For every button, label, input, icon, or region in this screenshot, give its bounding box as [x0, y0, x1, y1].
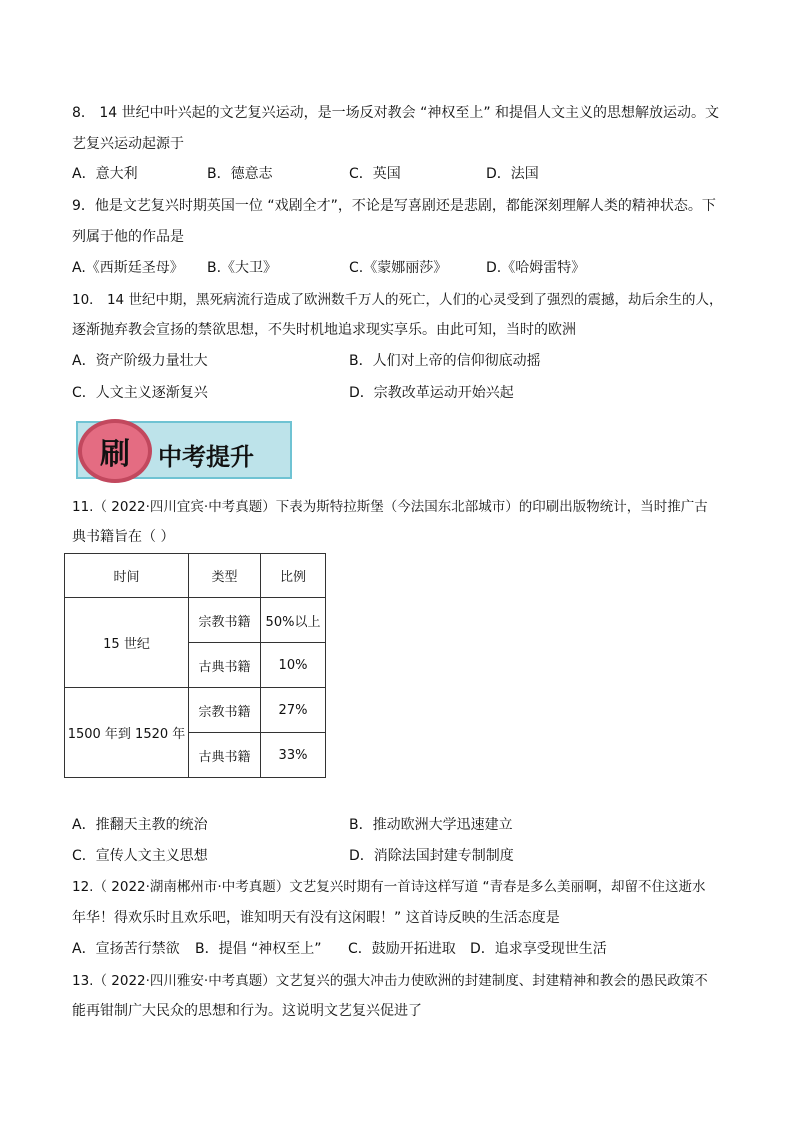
q8-option-a: A．意大利 — [72, 166, 138, 182]
table-header-cell: 比例 — [261, 554, 326, 598]
q13-stem-line1: 13.（ 2022·四川雅安·中考真题）文艺复兴的强大冲击力使欧洲的封建制度、封建精神和教会的愚民政策不 — [72, 973, 708, 989]
q9-stem-line1: 9．他是文艺复兴时期英国一位 “戏剧全才”，不论是写喜剧还是悲剧，都能深刻理解人类的精神状态。下 — [72, 198, 716, 214]
table-ratio-cell: 33% — [261, 733, 326, 778]
q8-stem-line1: 8． 14 世纪中叶兴起的文艺复兴运动，是一场反对教会 “神权至上” 和提倡人文主义的思想解放运动。文 — [72, 105, 720, 121]
print-statistics-table — [64, 553, 326, 778]
table-header-cell: 类型 — [189, 554, 261, 598]
section-banner — [76, 421, 292, 479]
q12-stem-line2: 年华！得欢乐时且欢乐吧，谁知明天有没有这闲暇！” 这首诗反映的生活态度是 — [72, 910, 560, 926]
table-row — [65, 688, 326, 733]
q11-option-d: D．消除法国封建专制制度 — [349, 848, 514, 864]
q12-stem-line1: 12.（ 2022·湖南郴州市·中考真题）文艺复兴时期有一首诗这样写道 “青春是多么美丽啊，却留不住这逝水 — [72, 879, 706, 895]
q9-option-d: D.《哈姆雷特》 — [486, 260, 586, 276]
table-type-cell: 古典书籍 — [189, 733, 261, 778]
q10-option-b: B．人们对上帝的信仰彻底动摇 — [349, 353, 541, 369]
table-period-cell: 1500 年到 1520 年 — [65, 688, 189, 778]
q9-option-c: C.《蒙娜丽莎》 — [349, 260, 448, 276]
q10-option-d: D．宗教改革运动开始兴起 — [349, 385, 514, 401]
q8-option-b: B．德意志 — [207, 166, 273, 182]
banner-title: 中考提升 — [158, 443, 254, 471]
q10-stem-line2: 逐渐抛弃教会宣扬的禁欲思想，不失时机地追求现实享乐。由此可知，当时的欧洲 — [72, 322, 576, 338]
q10-option-c: C．人文主义逐渐复兴 — [72, 385, 208, 401]
table-type-cell: 宗教书籍 — [189, 598, 261, 643]
table-period-cell: 15 世纪 — [65, 598, 189, 688]
table-ratio-cell: 10% — [261, 643, 326, 688]
table-header-cell: 时间 — [65, 554, 189, 598]
q12-option-c: C．鼓励开拓进取 — [348, 941, 456, 957]
q11-option-b: B．推动欧洲大学迅速建立 — [349, 817, 513, 833]
q12-option-d: D．追求享受现世生活 — [470, 941, 607, 957]
q11-option-a: A．推翻天主教的统治 — [72, 817, 208, 833]
q8-option-d: D．法国 — [486, 166, 539, 182]
table-ratio-cell: 27% — [261, 688, 326, 733]
q11-option-c: C．宣传人文主义思想 — [72, 848, 208, 864]
table-type-cell: 宗教书籍 — [189, 688, 261, 733]
q13-stem-line2: 能再钳制广大民众的思想和行为。这说明文艺复兴促进了 — [72, 1003, 422, 1019]
q8-stem-line2: 艺复兴运动起源于 — [72, 136, 184, 152]
q9-stem-line2: 列属于他的作品是 — [72, 229, 184, 245]
q12-option-a: A．宣扬苦行禁欲 — [72, 941, 180, 957]
q10-option-a: A．资产阶级力量壮大 — [72, 353, 208, 369]
table-header-row — [65, 554, 326, 598]
table-row — [65, 598, 326, 643]
q9-option-a: A.《西斯廷圣母》 — [72, 260, 184, 276]
q8-option-c: C．英国 — [349, 166, 401, 182]
q12-option-b: B．提倡 “神权至上” — [195, 941, 322, 957]
table-ratio-cell: 50%以上 — [261, 598, 326, 643]
q10-stem-line1: 10． 14 世纪中期，黑死病流行造成了欧洲数千万人的死亡，人们的心灵受到了强烈的震撼，劫后余生的人， — [72, 292, 723, 308]
table-type-cell: 古典书籍 — [189, 643, 261, 688]
q11-stem-line1: 11.（ 2022·四川宜宾·中考真题）下表为斯特拉斯堡（今法国东北部城市）的印刷出版物统计，当时推广古 — [72, 499, 708, 515]
q9-option-b: B.《大卫》 — [207, 260, 278, 276]
q11-stem-line2: 典书籍旨在（ ） — [72, 529, 175, 545]
banner-badge: 刷 — [78, 419, 152, 483]
